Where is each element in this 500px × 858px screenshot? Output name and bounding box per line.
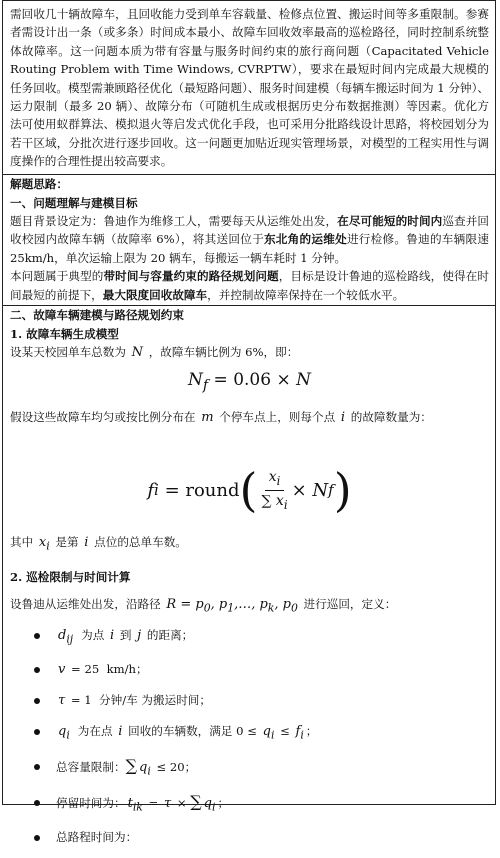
definition-list [10,626,489,846]
text-span: ，并控制故障率保持在一个较低水平。 [207,287,405,302]
bold-span: 最大限度回收故障车 [102,287,208,302]
text-span: 假设这些故障车均匀或按比例分布在 [10,409,196,424]
list-item: 总路程时间为： [10,828,489,846]
text-span: 设鲁迪从运维处出发，沿路径 [10,596,161,611]
text-span: ，目标是设计鲁迪的巡检路线，使得在时间最短的前提下， [10,269,489,302]
list-item: $q_i$ 为在点 i 回收的车辆数，满足 $0 \le q_i \le f_i$ ； [10,722,489,745]
paragraph-background [10,212,489,267]
paragraph-total-bikes [10,343,489,362]
document-frame [2,0,496,845]
math-symbol: m [201,409,214,425]
section-solution-heading: 解题思路： [10,177,68,191]
paragraph-route [10,595,489,618]
heading-modeling: 二、故障车辆建模与路径规划约束 [10,308,184,323]
list-item: 停留时间为： $t_{ik} = \tau$ × ∑ $q_i$ ； [10,793,489,817]
list-item: τ = 1 分钟/车 为搬运时间； [10,691,489,710]
text-span: 其中 [10,535,34,550]
math-symbol: $R = p_0$, $p_1,\dots$, $p_k$, $p_0$ [166,596,298,615]
solution-block [3,175,495,858]
heading-time-calc: 2. 巡检限制与时间计算 [10,570,131,585]
text-span: 个停车点上，则每个点 [219,409,336,424]
text-span: 点位的总单车数。 [94,535,187,550]
text-span: 巡查并回收校园内故障车辆（故障率 6%），将其送回位于 [10,214,489,247]
paragraph-distribution [10,408,489,427]
intro-paragraph: 需回收几十辆故障车，且回收能力受到单车容载量、检修点位置、搬运时间等多重限制。参赛者需设计出一条（或多条）时间成本最小、故障车回收效率最高的巡检路径，同时控制系统整体故障率。这一问题本质为带有容量与服务时间约束的旅行商问题（Capacitated Vehicle Routing Problem with Time Windows, CVRPTW），要求在最短时间内完成最大规模的任务回收。模型需兼顾路径优化（最短路问题）、服务时间建模（每辆车搬运时间为 1 分钟）、运力限制（最多 20 辆）、故障分布（可随机生成或根据历史分布数据推测）等因素。优化方法可使用蚁群算法、模拟退火等启发式优化手段，也可采用分批路线设计思路，将校园划分为若干区域，分批次进行逐步回收。这一问题更加贴近现实管理场景，对模型的工程实用性与调度操作的合理性提出较高要求。 [10,7,489,169]
paragraph-xi-def [10,533,489,556]
text-span: 进行巡回，定义： [303,596,397,611]
fraction: $\frac{x_i}{\sum x_i}$ [261,468,288,512]
text-span: 本问题属于典型的 [10,269,104,284]
text-span: 进行检修。鲁迪的车辆限速 25km/h，单次运输上限为 20 辆车，每搬运一辆车耗时 1 分钟。 [10,232,489,265]
formula-nf: $N_f = 0.06 \times N$ [188,370,311,394]
text-span: 的故障数量为： [350,409,432,424]
bold-span: 在尽可能短的时间内 [337,214,443,228]
text-span: 设某天校园单车总数为 [10,345,126,360]
heading-problem-understanding: 一、问题理解与建模目标 [10,195,138,210]
list-item: 总容量限制：∑ $q_i \le 20$； [10,757,489,781]
bold-span: 带时间与容量约束的路径规划问题 [103,269,279,284]
paragraph-problem-type [10,267,489,304]
math-symbol: i [84,535,89,551]
list-item: $d_{ij}$ 为点 i 到 j 的距离； [10,626,489,649]
text-span: 是第 [55,535,79,550]
intro-block [3,1,495,175]
math-symbol: $x_i$ [38,535,50,553]
text-span: ，故障车辆比例为 6%，即： [148,345,299,360]
formula-fi: f i = round ( $\frac{x_i}{\sum x_i}$ × N f ) [147,463,352,518]
list-item: v = 25 km/h； [10,660,489,679]
heading-fault-model: 1. 故障车辆生成模型 [10,326,119,341]
math-symbol: N [131,345,144,361]
bold-span: 东北角的运维处 [263,232,347,247]
math-symbol: i [340,409,346,425]
text-span: 题目背景设定为：鲁迪作为维修工人，需要每天从运维处出发， [10,214,338,228]
